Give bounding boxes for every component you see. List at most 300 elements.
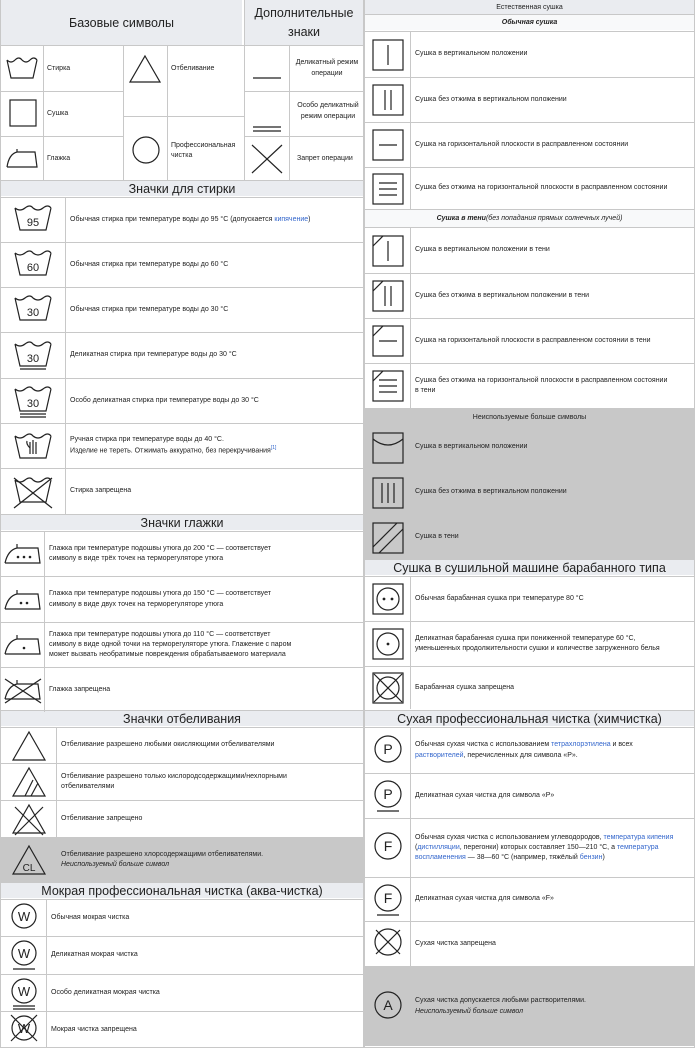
description-cell	[47, 1012, 363, 1048]
text: Изделие не тереть. Отжимать аккуратно, без перекручивания	[70, 447, 271, 455]
shade-note: (без попадания прямых солнечных лучей)	[485, 215, 623, 222]
temp-label: 60	[26, 262, 40, 274]
description-text	[415, 996, 586, 1016]
very-delicate-label: Особо деликатный режим операции	[297, 102, 359, 120]
prof-clean-label: Профессиональная чистка	[171, 142, 236, 160]
description-text	[49, 685, 110, 695]
text-line: Глажка запрещена	[49, 685, 111, 693]
text-line: Отбеливание разрешено только кислородсодержащими/нехлорными	[61, 772, 287, 780]
table-row	[1, 1011, 363, 1048]
description-cell	[47, 975, 363, 1011]
table-row	[1, 667, 363, 712]
link-solvents[interactable]: растворителей	[415, 751, 464, 759]
table-row	[1, 531, 363, 576]
wet-section-title: Мокрая профессиональная чистка (аква-чистка)	[1, 882, 363, 898]
text-line: Неиспользуемый больше символ	[61, 861, 170, 868]
dry-clean-a-icon	[372, 989, 404, 1025]
description-text	[49, 589, 271, 609]
text-line: (дистилляции, перегонки) которых составляет 150—210 °C, а температура	[415, 843, 659, 851]
text-line	[70, 435, 276, 445]
link-tetrachloroethylene[interactable]: тетрахлорэтилена	[551, 741, 611, 749]
base-grid	[1, 45, 365, 180]
table-row	[1, 727, 363, 763]
wash-label: Стирка	[47, 65, 71, 72]
dry-clean-p-icon	[372, 733, 404, 769]
icon-cell	[365, 123, 411, 167]
text: Обычная сухая чистка с использованием	[415, 741, 552, 749]
text-line: Обычная мокрая чистка	[51, 913, 130, 921]
dry-vertical-shade-icon	[371, 234, 405, 268]
text: Ручная стирка при температуре воды до 40 °C.	[70, 436, 224, 444]
text: Деликатная стирка при температуре воды до 30 °C	[70, 351, 237, 359]
description-cell	[66, 333, 363, 378]
text-line: Отбеливание запрещено	[61, 814, 143, 822]
description-text	[415, 894, 554, 904]
description-cell	[66, 288, 363, 332]
icon-cell	[1, 838, 57, 882]
link-boiling[interactable]: кипячение	[274, 215, 309, 223]
wash-30-icon	[12, 290, 54, 330]
description-text	[415, 740, 633, 760]
description-text	[51, 950, 138, 960]
no-wash-icon	[12, 472, 54, 512]
description-cell	[47, 900, 363, 936]
text-line: Деликатная сухая чистка для символа «P»	[415, 791, 555, 799]
table-row	[365, 818, 694, 877]
icon-cell	[1, 198, 66, 242]
text-line	[415, 740, 633, 750]
description-cell	[411, 123, 694, 167]
dry-clean-f-icon	[372, 830, 404, 866]
icon-cell	[1, 379, 66, 423]
description-cell	[411, 516, 694, 559]
icon-cell	[1, 1012, 47, 1048]
icon-cell	[1, 900, 47, 936]
table-row	[365, 666, 694, 709]
table-row	[365, 773, 694, 818]
description-cell	[411, 274, 694, 318]
text-line	[70, 305, 228, 315]
text-line: Глажка при температуре подошвы утюга до 150 °C — соответствует	[49, 590, 271, 598]
text: Обычная сухая чистка с использованием углеводородов,	[415, 833, 604, 841]
bleach-cl-icon	[11, 843, 47, 877]
text-line: символу в виде одной точки на терморегуляторе утюга. Глажение с паром	[49, 640, 292, 648]
dry-shade-old-icon	[371, 521, 405, 555]
description-text	[49, 544, 271, 564]
table-row	[365, 273, 694, 318]
no-dry-clean-icon	[372, 926, 404, 962]
table-row	[1, 468, 363, 514]
table-row	[1, 899, 363, 936]
temp-label: 30	[26, 352, 40, 365]
text: Обычная стирка при температуре воды до 95 °C (допускается	[70, 215, 275, 223]
bleach-any-icon	[11, 729, 47, 763]
extra-symbols-header: Дополнительные знаки	[244, 0, 363, 45]
description-text	[415, 336, 651, 346]
description-cell	[66, 469, 363, 514]
text: , перечисленных для символа «P».	[463, 751, 578, 759]
link-flash-point[interactable]: воспламенения	[415, 854, 466, 862]
icon-cell	[365, 967, 411, 1046]
no-wet-clean-icon	[9, 1013, 39, 1048]
tumble-dry-low-icon	[371, 627, 405, 661]
description-cell	[411, 667, 694, 709]
table-row	[365, 727, 694, 773]
table-row	[365, 621, 694, 666]
description-cell	[411, 364, 694, 408]
dry-vertical-icon	[371, 38, 405, 72]
table-row	[1, 763, 363, 800]
description-cell	[45, 623, 363, 667]
icon-cell	[1, 623, 45, 667]
text-line: Глажка при температуре подошвы утюга до 110 °C — соответствует	[49, 630, 271, 638]
icon-cell	[1, 937, 47, 974]
icon-cell	[1, 728, 57, 763]
text-line: Особо деликатная мокрая чистка	[51, 988, 160, 996]
icon-cell	[365, 274, 411, 318]
text: )	[308, 215, 311, 223]
icon-cell	[1, 288, 66, 332]
description-cell	[411, 228, 694, 273]
bleach-label: Отбеливание	[171, 65, 215, 72]
footnote-link[interactable]: [1]	[270, 445, 277, 452]
icon-cell	[1, 424, 66, 468]
description-text	[70, 486, 131, 496]
description-text	[415, 939, 496, 949]
description-text	[415, 683, 514, 693]
icon-cell	[1, 668, 45, 712]
table-row	[1, 622, 363, 667]
text-line: может вызвать необратимые повреждения обрабатываемого материала	[49, 651, 286, 659]
description-text	[415, 245, 550, 255]
description-text	[61, 814, 142, 824]
wash-30-very-delicate-icon	[12, 381, 54, 421]
table-row	[365, 77, 694, 122]
icon-cell	[1, 801, 57, 837]
solvent-letter: P	[382, 786, 393, 802]
table-row	[1, 837, 363, 882]
table-row	[365, 877, 694, 921]
description-cell	[411, 622, 694, 666]
description-cell	[411, 922, 694, 966]
dry-flat-shade-icon	[371, 324, 405, 358]
text-line: Сушка без отжима в вертикальном положении	[415, 95, 567, 103]
text-line	[70, 350, 237, 360]
icon-cell	[365, 228, 411, 273]
description-cell	[411, 728, 694, 773]
solvent-letter: A	[382, 996, 393, 1013]
table-row	[365, 921, 694, 966]
cross-icon	[251, 144, 283, 174]
delicate-bar-icon	[252, 75, 282, 81]
dry-clean-p-delicate-icon	[372, 778, 404, 814]
no-bleach-icon	[11, 802, 47, 836]
icon-cell	[365, 728, 411, 773]
table-row	[365, 515, 694, 559]
icon-cell	[365, 319, 411, 363]
wet-clean-icon	[9, 901, 39, 936]
table-row	[365, 425, 694, 469]
table-row	[365, 966, 694, 1046]
text: — 38—60 °C (например, тяжёлый	[465, 854, 580, 862]
text-line: Сушка без отжима в вертикальном положении	[415, 488, 567, 496]
shade-dry-subtitle	[365, 209, 694, 227]
table-row	[1, 974, 363, 1011]
drip-dry-flat-shade-icon	[371, 369, 405, 403]
text-line: Сушка в тени	[415, 533, 459, 541]
text-line: Сушка на горизонтальной плоскости в расправленном состоянии	[415, 140, 629, 148]
text-line: Сушка в вертикальном положении в тени	[415, 246, 550, 254]
table-row	[1, 936, 363, 974]
temp-label: 30	[26, 398, 40, 410]
iron-1-dot-icon	[2, 630, 44, 660]
icon-cell	[1, 333, 66, 378]
line-dry-icon	[371, 431, 405, 465]
text-line: Сушка в вертикальном положении	[415, 50, 528, 58]
text-line: Мокрая чистка запрещена	[51, 1025, 137, 1033]
icon-cell	[365, 922, 411, 966]
forbid-label: Запрет операции	[297, 155, 353, 162]
text-line	[415, 853, 673, 863]
description-cell	[411, 78, 694, 122]
description-cell	[411, 32, 694, 77]
iron-2-dots-icon	[2, 585, 44, 615]
link-temperature[interactable]: температура	[616, 843, 659, 851]
delicate-label: Деликатный режим операции	[295, 59, 359, 77]
icon-cell	[365, 819, 411, 877]
table-row	[365, 363, 694, 408]
icon-cell	[1, 764, 57, 800]
wash-60-icon	[12, 245, 54, 285]
dry-flat-icon	[371, 128, 405, 162]
table-row	[365, 576, 694, 621]
text: )	[602, 854, 605, 862]
text: Стирка запрещена	[70, 487, 132, 495]
table-row	[365, 167, 694, 209]
bleach-icon	[129, 54, 161, 84]
bleach-section-title: Значки отбеливания	[1, 710, 363, 726]
description-text	[415, 140, 628, 150]
wash-95-icon	[12, 200, 54, 240]
natural-dry-title: Естественная сушка	[365, 0, 694, 14]
icon-cell	[1, 469, 66, 514]
icon-cell	[1, 532, 45, 576]
table-row	[365, 318, 694, 363]
description-text	[51, 988, 160, 998]
drip-dry-shade-icon	[371, 279, 405, 313]
description-text	[415, 376, 667, 396]
solvent-letter: F	[383, 838, 392, 854]
wash-section-title: Значки для стирки	[1, 180, 363, 196]
hand-wash-icon	[12, 426, 54, 466]
icon-cell	[365, 78, 411, 122]
description-cell	[411, 967, 694, 1046]
icon-cell	[365, 364, 411, 408]
icon-cell	[365, 32, 411, 77]
table-row	[1, 800, 363, 837]
tumble-dry-normal-icon	[371, 582, 405, 616]
table-row	[1, 242, 363, 287]
icon-cell	[365, 622, 411, 666]
link-boiling-point[interactable]: температура кипения	[603, 833, 674, 841]
icon-cell	[365, 774, 411, 818]
description-cell	[411, 819, 694, 877]
dry-clean-section-title: Сухая профессиональная чистка (химчистка)	[365, 710, 694, 726]
description-text	[51, 913, 129, 923]
description-text	[415, 833, 673, 863]
iron-icon	[5, 146, 39, 170]
text-line: уменьшенных продолжительности сушки и количестве загруженного белья	[415, 645, 660, 652]
text-line	[70, 396, 259, 406]
text-line: Неиспользуемый больше символ	[415, 1007, 524, 1015]
dry-label: Сушка	[47, 110, 69, 117]
table-row	[365, 227, 694, 273]
text-line: Деликатная барабанная сушка при пониженной температуре 60 °C,	[415, 634, 636, 642]
table-row	[1, 332, 363, 378]
description-cell	[66, 243, 363, 287]
description-text	[70, 435, 276, 457]
text-line: символу в виде трёх точек на терморегуляторе утюга	[49, 555, 224, 562]
description-cell	[57, 801, 363, 837]
text: , перегонки) которых составляет 150—210 °C, а	[459, 843, 617, 851]
icon-cell	[365, 516, 411, 559]
wash-icon	[6, 57, 38, 81]
description-cell	[45, 532, 363, 576]
description-cell	[45, 668, 363, 712]
table-row	[1, 197, 363, 242]
table-row	[365, 122, 694, 167]
icon-cell	[365, 667, 411, 709]
text-line	[70, 260, 228, 270]
text-line: Глажка при температуре подошвы утюга до 200 °C — соответствует	[49, 544, 271, 552]
table-row	[1, 576, 363, 622]
text-line: Обычная барабанная сушка при температуре 80 °C	[415, 594, 584, 602]
description-cell	[57, 764, 363, 800]
text-line	[70, 215, 310, 225]
description-text	[49, 630, 291, 660]
description-text	[70, 350, 237, 360]
description-text	[70, 215, 310, 225]
description-cell	[411, 878, 694, 921]
obsolete-title: Неиспользуемые больше символы	[365, 408, 694, 425]
drip-dry-flat-icon	[371, 172, 405, 206]
text-line	[415, 751, 633, 761]
text-line: отбеливателями	[61, 783, 115, 790]
solvent-letter: P	[382, 740, 393, 757]
text-line: Сушка на горизонтальной плоскости в расправленном состоянии в тени	[415, 336, 651, 344]
drip-dry-old-icon	[371, 476, 405, 510]
temp-label: 30	[26, 307, 40, 319]
bleach-oxygen-icon	[11, 765, 47, 799]
no-tumble-dry-icon	[371, 671, 405, 705]
wet-clean-delicate-icon	[9, 938, 39, 973]
w-letter: W	[17, 946, 30, 961]
description-text	[70, 396, 259, 406]
description-cell	[57, 838, 363, 882]
description-cell	[66, 198, 363, 242]
description-cell	[57, 728, 363, 763]
temp-label: 95	[26, 217, 40, 229]
text: Обычная стирка при температуре воды до 60 °C	[70, 260, 229, 268]
iron-3-dots-icon	[2, 539, 44, 569]
text-line: Барабанная сушка запрещена	[415, 683, 515, 691]
text: Особо деликатная стирка при температуре воды до 30 °C	[70, 396, 259, 404]
text-line: Отбеливание разрешено любыми окисляющими отбеливателями	[61, 741, 275, 749]
normal-dry-subtitle: Обычная сушка	[365, 14, 694, 30]
prof-clean-icon	[131, 135, 161, 165]
solvent-letter: F	[383, 889, 392, 906]
description-text	[415, 49, 527, 59]
description-text	[415, 594, 584, 604]
description-cell	[411, 426, 694, 469]
link-distillation[interactable]: дистилляции	[417, 843, 460, 851]
text-line	[415, 833, 673, 843]
dry-icon	[9, 99, 37, 127]
description-text	[415, 791, 554, 801]
very-delicate-bars-icon	[252, 125, 282, 133]
text-line: Сухая чистка запрещена	[415, 939, 496, 947]
text-line: Сухая чистка допускается любыми растворителями.	[415, 997, 586, 1005]
text: Обычная стирка при температуре воды до 30 °C	[70, 305, 229, 313]
description-cell	[66, 424, 363, 468]
icon-cell	[365, 878, 411, 921]
tumble-section-title: Сушка в сушильной машине барабанного типа	[365, 559, 694, 575]
description-text	[70, 260, 228, 270]
description-text	[415, 634, 660, 654]
icon-cell	[1, 577, 45, 622]
icon-cell	[365, 577, 411, 621]
description-text	[70, 305, 228, 315]
description-text	[415, 487, 567, 497]
description-cell	[45, 577, 363, 622]
w-letter: W	[17, 908, 30, 924]
description-cell	[411, 168, 694, 209]
text-line: Сушка без отжима на горизонтальной плоскости в расправленном состоянии	[415, 376, 668, 384]
description-text	[51, 1025, 137, 1035]
table-row	[365, 31, 694, 77]
icon-cell	[365, 470, 411, 515]
description-cell	[411, 319, 694, 363]
link-gasoline[interactable]: бензин	[579, 854, 603, 862]
text-line	[70, 486, 131, 496]
w-letter: W	[17, 1020, 30, 1036]
description-text	[415, 442, 527, 452]
description-cell	[66, 379, 363, 423]
dry-clean-f-delicate-icon	[372, 882, 404, 918]
table-row	[1, 287, 363, 332]
description-cell	[411, 774, 694, 818]
icon-cell	[1, 243, 66, 287]
text: и всех	[610, 741, 633, 749]
text-line	[70, 445, 276, 456]
table-row	[365, 469, 694, 515]
icon-cell	[365, 426, 411, 469]
description-text	[61, 772, 287, 792]
icon-cell	[1, 975, 47, 1011]
base-symbols-header: Базовые символы	[1, 0, 242, 45]
wash-30-delicate-icon	[12, 336, 54, 376]
no-iron-icon	[2, 675, 44, 705]
description-cell	[411, 577, 694, 621]
text-line: Сушка без отжима на горизонтальной плоскости в расправленном состоянии	[415, 184, 668, 192]
text-line: Сушка без отжима в вертикальном положении в тени	[415, 291, 590, 299]
shade-title: Сушка в тени	[436, 215, 486, 222]
table-row	[1, 423, 363, 468]
cl-label: CL	[22, 863, 35, 874]
iron-label: Глажка	[47, 155, 71, 162]
description-text	[415, 183, 667, 193]
text-line: символу в виде двух точек на терморегуляторе утюга	[49, 600, 224, 608]
